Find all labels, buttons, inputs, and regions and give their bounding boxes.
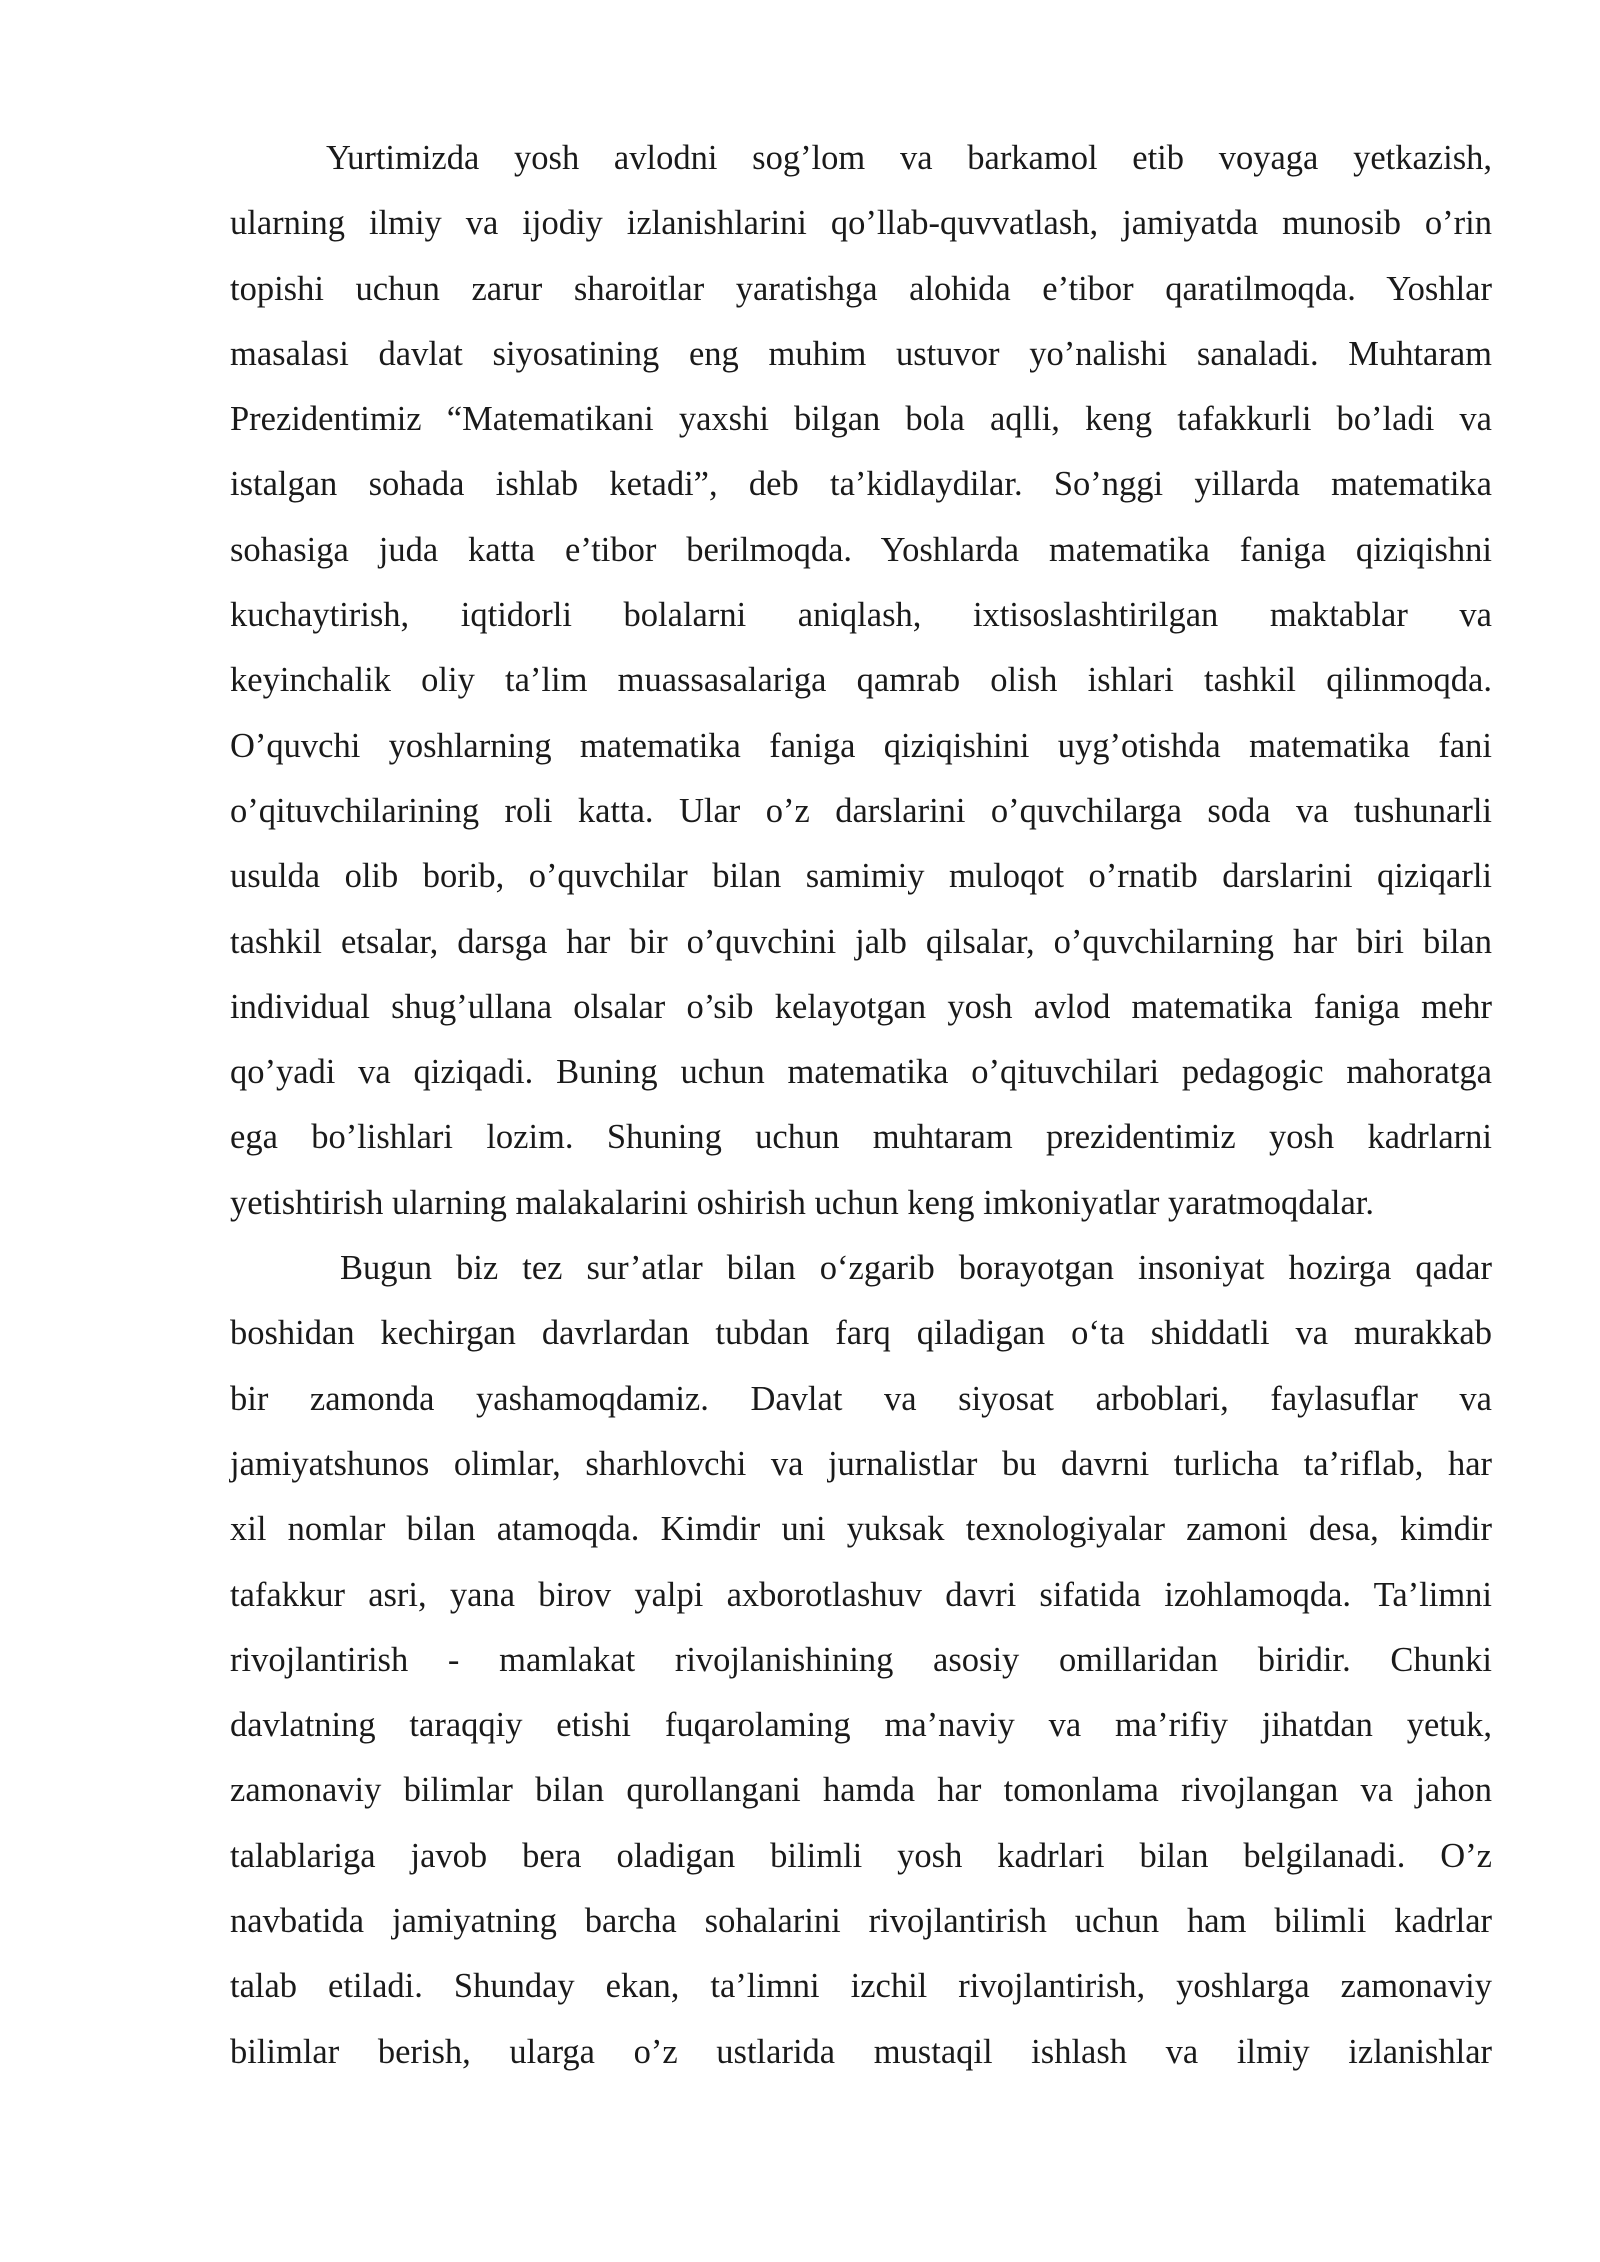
paragraph-line: zamonaviy bilimlar bilan qurollangani hamda har tomonlama rivojlangan va jahon — [230, 1771, 1492, 1810]
paragraph-line: kuchaytirish, iqtidorli bolalarni aniqlash, ixtisoslashtirilgan maktablar va — [230, 596, 1492, 635]
paragraph-line: O’quvchi yoshlarning matematika faniga qiziqishini uyg’otishda matematika fani — [230, 726, 1492, 765]
paragraph-1 — [230, 126, 1492, 1236]
paragraph-line: o’qituvchilarining roli katta. Ular o’z darslarini o’quvchilarga soda va tushunarli — [230, 791, 1492, 830]
paragraph-line: navbatida jamiyatning barcha sohalarini rivojlantirish uchun ham bilimli kadrlar — [230, 1902, 1492, 1941]
paragraph-line: istalgan sohada ishlab ketadi”, deb ta’kidlaydilar. So’nggi yillarda matematika — [230, 465, 1492, 504]
paragraph-line: topishi uchun zarur sharoitlar yaratishga alohida e’tibor qaratilmoqda. Yoshlar — [230, 269, 1492, 308]
paragraph-line: rivojlantirish - mamlakat rivojlanishining asosiy omillaridan biridir. Chunki — [230, 1640, 1492, 1679]
paragraph-line: talab etiladi. Shunday ekan, ta’limni izchil rivojlantirish, yoshlarga zamonaviy — [230, 1967, 1492, 2006]
paragraph-line: Prezidentimiz “Matematikani yaxshi bilgan bola aqlli, keng tafakkurli bo’ladi va — [230, 400, 1492, 439]
paragraph-line: qo’yadi va qiziqadi. Buning uchun matematika o’qituvchilari pedagogic mahoratga — [230, 1053, 1492, 1092]
paragraph-line: bir zamonda yashamoqdamiz. Davlat va siyosat arboblari, faylasuflar va — [230, 1379, 1492, 1418]
paragraph-line: ularning ilmiy va ijodiy izlanishlarini qo’llab-quvvatlash, jamiyatda munosib o’rin — [230, 204, 1492, 243]
paragraph-line: ega bo’lishlari lozim. Shuning uchun muhtaram prezidentimiz yosh kadrlarni — [230, 1118, 1492, 1157]
paragraph-line: boshidan kechirgan davrlardan tubdan farq qiladigan o‘ta shiddatli va murakkab — [230, 1314, 1492, 1353]
paragraph-line: Bugun biz tez sur’atlar bilan o‘zgarib borayotgan insoniyat hozirga qadar — [340, 1249, 1492, 1288]
paragraph-line: individual shug’ullana olsalar o’sib kelayotgan yosh avlod matematika faniga mehr — [230, 987, 1492, 1026]
paragraph-line: bilimlar berish, ularga o’z ustlarida mustaqil ishlash va ilmiy izlanishlar — [230, 2032, 1492, 2071]
paragraph-line: talablariga javob bera oladigan bilimli yosh kadrlari bilan belgilanadi. O’z — [230, 1836, 1492, 1875]
paragraph-line: Yurtimizda yosh avlodni sog’lom va barkamol etib voyaga yetkazish, — [326, 139, 1492, 177]
paragraph-line: davlatning taraqqiy etishi fuqarolaming ma’naviy va ma’rifiy jihatdan yetuk, — [230, 1706, 1492, 1745]
paragraph-2 — [230, 1236, 1492, 2085]
paragraph-line: masalasi davlat siyosatining eng muhim ustuvor yo’nalishi sanaladi. Muhtaram — [230, 334, 1492, 373]
paragraph-line: yetishtirish ularning malakalarini oshirish uchun keng imkoniyatlar yaratmoqdalar. — [230, 1183, 1374, 1222]
body-text — [230, 126, 1492, 2085]
paragraph-line: usulda olib borib, o’quvchilar bilan samimiy muloqot o’rnatib darslarini qiziqarli — [230, 857, 1492, 896]
paragraph-line: tashkil etsalar, darsga har bir o’quvchini jalb qilsalar, o’quvchilarning har biri bilan — [230, 922, 1492, 961]
paragraph-line: keyinchalik oliy ta’lim muassasalariga qamrab olish ishlari tashkil qilinmoqda. — [230, 661, 1492, 700]
paragraph-line: jamiyatshunos olimlar, sharhlovchi va jurnalistlar bu davrni turlicha ta’riflab, har — [230, 1444, 1492, 1483]
paragraph-line: tafakkur asri, yana birov yalpi axborotlashuv davri sifatida izohlamoqda. Ta’limni — [230, 1575, 1492, 1614]
paragraph-line: xil nomlar bilan atamoqda. Kimdir uni yuksak texnologiyalar zamoni desa, kimdir — [230, 1510, 1492, 1549]
paragraph-line: sohasiga juda katta e’tibor berilmoqda. Yoshlarda matematika faniga qiziqishni — [230, 530, 1492, 569]
